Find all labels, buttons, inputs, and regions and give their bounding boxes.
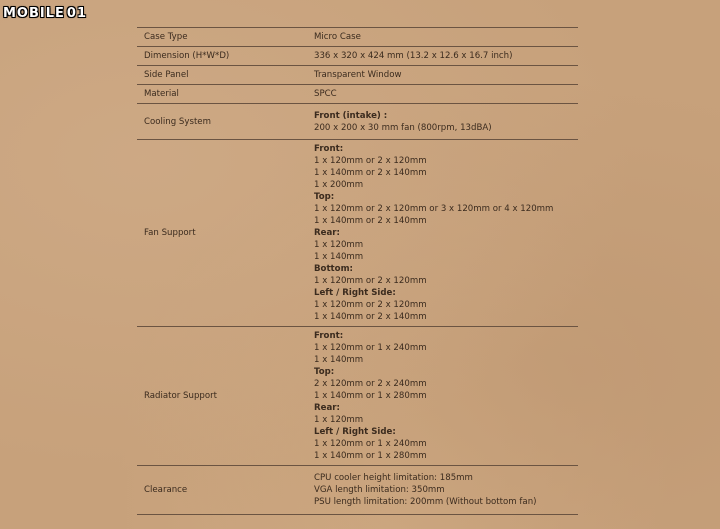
- radiator-side-line: 1 x 120mm or 1 x 240mm: [314, 439, 427, 449]
- value-clearance: [307, 472, 537, 508]
- radiator-rear-heading: Rear:: [314, 403, 340, 413]
- fan-side-line: 1 x 140mm or 2 x 140mm: [314, 312, 427, 322]
- radiator-front-line: 1 x 120mm or 1 x 240mm: [314, 343, 427, 353]
- clearance-vga-line: VGA length limitation: 350mm: [314, 485, 445, 495]
- label-clearance: Clearance: [144, 485, 188, 495]
- row-material: [137, 84, 578, 103]
- radiator-top-line: 1 x 140mm or 1 x 280mm: [314, 391, 427, 401]
- value-case-type: Micro Case: [314, 32, 361, 42]
- fan-rear-heading: Rear:: [314, 228, 340, 238]
- label-cooling-system: Cooling System: [144, 116, 211, 127]
- radiator-side-line: 1 x 140mm or 1 x 280mm: [314, 451, 427, 461]
- spec-table: [137, 27, 578, 515]
- value-fan-support: [307, 143, 553, 323]
- fan-bottom-heading: Bottom:: [314, 264, 353, 274]
- row-side-panel: [137, 65, 578, 84]
- radiator-front-line: 1 x 140mm: [314, 355, 364, 365]
- radiator-top-heading: Top:: [314, 367, 335, 377]
- fan-rear-line: 1 x 140mm: [314, 252, 364, 262]
- radiator-top-line: 2 x 120mm or 2 x 240mm: [314, 379, 427, 389]
- label-fan-support: Fan Support: [144, 228, 196, 238]
- fan-front-line: 1 x 120mm or 2 x 120mm: [314, 156, 427, 166]
- fan-rear-line: 1 x 120mm: [314, 240, 364, 250]
- row-radiator-support: [137, 326, 578, 465]
- cooling-front-line: 200 x 200 x 30 mm fan (800rpm, 13dBA): [314, 122, 492, 133]
- fan-side-heading: Left / Right Side:: [314, 288, 396, 298]
- label-radiator-support: Radiator Support: [144, 391, 218, 401]
- watermark-text: MOBILE: [3, 5, 65, 21]
- fan-front-line: 1 x 200mm: [314, 180, 364, 190]
- row-case-type: [137, 27, 578, 46]
- fan-top-line: 1 x 140mm or 2 x 140mm: [314, 216, 427, 226]
- value-cooling-system: [307, 110, 492, 134]
- label-side-panel: Side Panel: [144, 70, 189, 80]
- radiator-rear-line: 1 x 120mm: [314, 415, 364, 425]
- fan-top-line: 1 x 120mm or 2 x 120mm or 3 x 120mm or 4 x 120mm: [314, 204, 554, 214]
- cooling-front-heading: Front (intake) :: [314, 110, 388, 121]
- row-cooling-system: [137, 103, 578, 139]
- row-clearance: [137, 465, 578, 515]
- label-dimension: Dimension (H*W*D): [144, 51, 230, 61]
- watermark-logo: [3, 2, 87, 24]
- value-material: SPCC: [314, 89, 337, 99]
- label-case-type: Case Type: [144, 32, 188, 42]
- watermark-mark: 01: [66, 5, 87, 21]
- clearance-cpu-line: CPU cooler height limitation: 185mm: [314, 473, 473, 483]
- row-fan-support: [137, 139, 578, 326]
- fan-bottom-line: 1 x 120mm or 2 x 120mm: [314, 276, 427, 286]
- fan-front-line: 1 x 140mm or 2 x 140mm: [314, 168, 427, 178]
- radiator-front-heading: Front:: [314, 331, 344, 341]
- value-radiator-support: [307, 330, 427, 462]
- fan-side-line: 1 x 120mm or 2 x 120mm: [314, 300, 427, 310]
- fan-top-heading: Top:: [314, 192, 335, 202]
- row-dimension: [137, 46, 578, 65]
- value-side-panel: Transparent Window: [314, 70, 402, 80]
- radiator-side-heading: Left / Right Side:: [314, 427, 396, 437]
- label-material: Material: [144, 89, 179, 99]
- clearance-psu-line: PSU length limitation: 200mm (Without bottom fan): [314, 497, 537, 507]
- value-dimension: 336 x 320 x 424 mm (13.2 x 12.6 x 16.7 inch): [314, 51, 513, 61]
- fan-front-heading: Front:: [314, 144, 344, 154]
